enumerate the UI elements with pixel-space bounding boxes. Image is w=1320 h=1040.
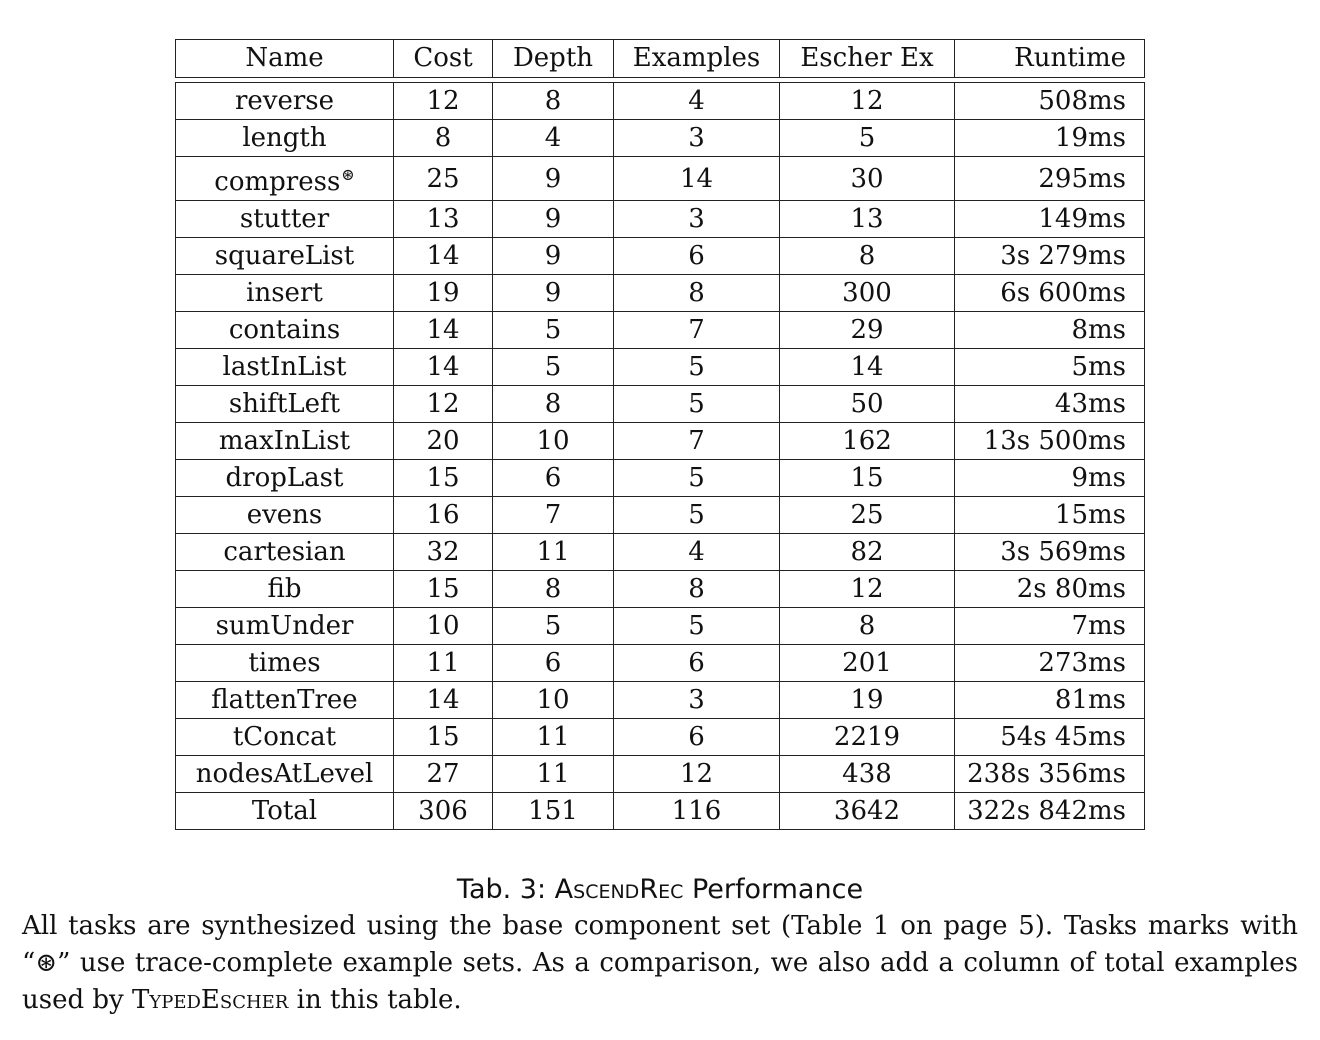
cell-cost-text: 14 (426, 685, 460, 715)
cell-name-text: fib (267, 574, 302, 604)
cell-cost-text: 32 (426, 537, 460, 567)
table-row (176, 275, 1145, 312)
cell-examples (614, 571, 780, 608)
cell-examples-text: 5 (688, 611, 705, 641)
cell-escher-ex-text: 19 (850, 685, 884, 715)
cell-name (176, 312, 394, 349)
cell-cost (394, 793, 493, 830)
cell-runtime-text: 2s 80ms (1016, 574, 1126, 604)
cell-runtime-text: 15ms (1054, 500, 1126, 530)
cell-runtime-text: 9ms (1071, 463, 1126, 493)
cell-cost-text: 20 (426, 426, 460, 456)
table-row (176, 386, 1145, 423)
cell-cost-text: 12 (426, 86, 460, 116)
cell-examples (614, 120, 780, 157)
cell-runtime-text: 13s 500ms (983, 426, 1126, 456)
cell-escher-ex (780, 386, 955, 423)
cell-name (176, 120, 394, 157)
cell-escher-ex (780, 275, 955, 312)
cell-escher-ex (780, 571, 955, 608)
cell-name-text: stutter (239, 204, 330, 234)
cell-escher-ex-text: 29 (850, 315, 884, 345)
cell-escher-ex-text: 12 (850, 574, 884, 604)
cell-cost-text: 8 (434, 123, 452, 153)
cell-runtime (955, 682, 1145, 719)
cell-name-text: dropLast (225, 463, 344, 493)
cell-runtime-text: 54s 45ms (1000, 722, 1126, 752)
caption-label: Tab. 3: (456, 874, 547, 905)
cell-depth-text: 6 (544, 463, 562, 493)
cell-runtime-text: 508ms (1038, 86, 1126, 116)
cell-cost-text: 14 (426, 315, 460, 345)
cell-cost-text: 14 (426, 241, 460, 271)
cell-name-text: compress (214, 167, 341, 197)
header-depth: Depth (493, 40, 614, 78)
cell-depth (493, 157, 614, 201)
cell-name (176, 497, 394, 534)
cell-escher-ex (780, 349, 955, 386)
cell-cost-text: 10 (426, 611, 460, 641)
cell-examples-text: 5 (688, 389, 705, 419)
cell-depth (493, 608, 614, 645)
cell-examples (614, 645, 780, 682)
cell-escher-ex (780, 157, 955, 201)
cell-cost (394, 534, 493, 571)
cell-escher-ex-text: 300 (842, 278, 892, 308)
cell-escher-ex (780, 460, 955, 497)
table-row (176, 756, 1145, 793)
cell-name (176, 645, 394, 682)
cell-cost (394, 423, 493, 460)
cell-runtime (955, 201, 1145, 238)
cell-runtime (955, 793, 1145, 830)
cell-cost-text: 19 (426, 278, 460, 308)
cell-examples-text: 6 (688, 648, 705, 678)
cell-examples (614, 719, 780, 756)
cell-escher-ex-text: 8 (858, 611, 876, 641)
cell-name (176, 386, 394, 423)
cell-runtime (955, 534, 1145, 571)
cell-runtime (955, 157, 1145, 201)
cell-examples-text: 3 (688, 685, 705, 715)
cell-depth-text: 9 (544, 204, 562, 234)
cell-examples-text: 4 (688, 537, 705, 567)
header-runtime: Runtime (955, 40, 1145, 78)
cell-runtime-text: 238s 356ms (967, 759, 1126, 789)
cell-depth-text: 6 (544, 648, 562, 678)
cell-escher-ex (780, 534, 955, 571)
cell-depth-text: 9 (544, 163, 562, 194)
cell-depth (493, 349, 614, 386)
cell-name-text: nodesAtLevel (195, 759, 374, 789)
cell-cost-text: 12 (426, 389, 460, 419)
table-row (176, 349, 1145, 386)
cell-escher-ex-text: 5 (858, 123, 876, 153)
caption-system-name: AscendRec (554, 874, 684, 905)
cell-depth (493, 719, 614, 756)
cell-cost (394, 120, 493, 157)
cell-cost (394, 83, 493, 120)
cell-runtime (955, 275, 1145, 312)
cell-name-text: flattenTree (211, 685, 358, 715)
cell-runtime (955, 645, 1145, 682)
cell-cost (394, 608, 493, 645)
cell-escher-ex (780, 312, 955, 349)
note-text-end: in this table. (288, 985, 462, 1015)
cell-depth (493, 423, 614, 460)
cell-examples-text: 12 (679, 759, 714, 789)
cell-cost-text: 15 (426, 722, 460, 752)
cell-name-text: length (242, 123, 327, 153)
cell-name (176, 201, 394, 238)
cell-escher-ex (780, 238, 955, 275)
cell-depth-text: 8 (544, 574, 562, 604)
cell-runtime (955, 238, 1145, 275)
header-escher-ex: Escher Ex (780, 40, 955, 78)
cell-name (176, 534, 394, 571)
cell-examples (614, 349, 780, 386)
cell-escher-ex (780, 756, 955, 793)
cell-runtime (955, 571, 1145, 608)
cell-name (176, 756, 394, 793)
table-row (176, 83, 1145, 120)
cell-cost (394, 719, 493, 756)
cell-depth-text: 9 (544, 278, 562, 308)
cell-examples (614, 275, 780, 312)
cell-examples (614, 460, 780, 497)
total-row (176, 793, 1145, 830)
cell-examples-text: 14 (679, 163, 714, 194)
cell-examples-text: 6 (688, 722, 705, 752)
cell-name (176, 275, 394, 312)
cell-runtime (955, 756, 1145, 793)
table-row (176, 120, 1145, 157)
cell-depth (493, 793, 614, 830)
cell-escher-ex-text: 50 (850, 389, 884, 419)
cell-runtime-text: 322s 842ms (967, 796, 1126, 826)
cell-escher-ex (780, 645, 955, 682)
trace-complete-mark: ⊛ (341, 165, 355, 184)
cell-escher-ex (780, 608, 955, 645)
cell-cost (394, 157, 493, 201)
cell-name-text: reverse (234, 86, 335, 116)
cell-escher-ex-text: 82 (850, 537, 884, 567)
cell-runtime (955, 423, 1145, 460)
cell-examples-text: 116 (671, 796, 722, 826)
cell-name-text: evens (246, 500, 323, 530)
cell-examples-text: 7 (688, 315, 705, 345)
cell-examples (614, 497, 780, 534)
cell-cost (394, 238, 493, 275)
cell-examples-text: 6 (688, 241, 705, 271)
cell-escher-ex (780, 497, 955, 534)
cell-escher-ex-text: 8 (858, 241, 876, 271)
cell-name-text: squareList (214, 241, 355, 271)
table-caption (0, 870, 1320, 910)
table-row (176, 571, 1145, 608)
table-row (176, 719, 1145, 756)
cell-runtime (955, 386, 1145, 423)
cell-examples-text: 8 (688, 574, 705, 604)
table-row (176, 157, 1145, 201)
table-row (176, 312, 1145, 349)
cell-cost (394, 497, 493, 534)
cell-name (176, 157, 394, 201)
cell-runtime (955, 349, 1145, 386)
cell-examples (614, 682, 780, 719)
cell-name (176, 460, 394, 497)
cell-depth-text: 11 (536, 759, 570, 789)
table-row (176, 238, 1145, 275)
cell-escher-ex-text: 201 (842, 648, 892, 678)
cell-runtime-text: 295ms (1038, 163, 1126, 194)
cell-escher-ex-text: 30 (850, 163, 884, 194)
cell-depth (493, 460, 614, 497)
cell-depth-text: 4 (544, 123, 562, 153)
cell-cost (394, 571, 493, 608)
cell-runtime-text: 19ms (1054, 123, 1126, 153)
cell-runtime-text: 81ms (1054, 685, 1126, 715)
cell-runtime-text: 3s 569ms (1000, 537, 1126, 567)
cell-cost (394, 460, 493, 497)
cell-cost-text: 15 (426, 463, 460, 493)
cell-depth-text: 5 (544, 315, 562, 345)
cell-depth (493, 386, 614, 423)
cell-name (176, 238, 394, 275)
note-text-start: All tasks are synthesized using the base component set (Table 1 on page 5). Tasks marks with “⊛” use trace-complete example sets. As a comparison, we also add a column of total examples used by (22, 911, 1298, 1015)
cell-name (176, 608, 394, 645)
cell-name (176, 682, 394, 719)
cell-examples-text: 3 (688, 123, 705, 153)
cell-escher-ex-text: 438 (842, 759, 892, 789)
cell-name-text: times (248, 648, 321, 678)
cell-name-text: lastInList (222, 352, 347, 382)
cell-escher-ex-text: 2219 (833, 722, 901, 752)
cell-runtime (955, 83, 1145, 120)
cell-cost (394, 312, 493, 349)
cell-escher-ex-text: 162 (842, 426, 892, 456)
cell-runtime (955, 608, 1145, 645)
table-row (176, 534, 1145, 571)
header-row (176, 40, 1145, 78)
note-system-name: TypedEscher (131, 985, 289, 1015)
cell-examples (614, 793, 780, 830)
cell-depth-text: 10 (536, 685, 570, 715)
performance-table (175, 39, 1145, 830)
cell-name-text: shiftLeft (228, 389, 341, 419)
cell-escher-ex-text: 15 (850, 463, 884, 493)
cell-depth (493, 645, 614, 682)
table-row (176, 645, 1145, 682)
cell-escher-ex (780, 682, 955, 719)
cell-depth (493, 83, 614, 120)
cell-runtime (955, 497, 1145, 534)
cell-escher-ex-text: 25 (850, 500, 884, 530)
cell-depth (493, 201, 614, 238)
cell-escher-ex-text: 12 (850, 86, 884, 116)
cell-examples-text: 7 (688, 426, 705, 456)
cell-name-text: tConcat (232, 722, 337, 752)
cell-runtime (955, 719, 1145, 756)
cell-examples (614, 83, 780, 120)
cell-examples-text: 8 (688, 278, 705, 308)
cell-depth-text: 7 (544, 500, 562, 530)
cell-runtime-text: 273ms (1038, 648, 1126, 678)
table-row (176, 423, 1145, 460)
cell-depth (493, 534, 614, 571)
cell-depth-text: 151 (528, 796, 578, 826)
cell-name-text: Total (251, 796, 318, 826)
cell-cost-text: 11 (426, 648, 460, 678)
cell-depth-text: 8 (544, 389, 562, 419)
cell-cost-text: 27 (426, 759, 460, 789)
cell-runtime-text: 3s 279ms (1000, 241, 1126, 271)
cell-depth-text: 9 (544, 241, 562, 271)
cell-escher-ex-text: 13 (850, 204, 884, 234)
cell-name (176, 349, 394, 386)
cell-escher-ex (780, 793, 955, 830)
cell-cost-text: 25 (426, 163, 460, 194)
cell-name (176, 793, 394, 830)
cell-examples-text: 5 (688, 500, 705, 530)
cell-depth (493, 756, 614, 793)
cell-runtime-text: 7ms (1071, 611, 1126, 641)
cell-cost-text: 16 (426, 500, 460, 530)
cell-cost (394, 682, 493, 719)
cell-depth-text: 5 (544, 611, 562, 641)
cell-runtime (955, 312, 1145, 349)
cell-name-text: cartesian (223, 537, 346, 567)
table-row (176, 497, 1145, 534)
table-body (176, 83, 1145, 830)
cell-depth (493, 238, 614, 275)
cell-depth (493, 275, 614, 312)
cell-depth-text: 10 (536, 426, 570, 456)
cell-examples-text: 5 (688, 463, 705, 493)
performance-table-container (175, 39, 1144, 830)
header-name: Name (176, 40, 394, 78)
cell-depth-text: 5 (544, 352, 562, 382)
cell-cost-text: 15 (426, 574, 460, 604)
cell-examples-text: 5 (688, 352, 705, 382)
cell-examples (614, 534, 780, 571)
cell-runtime (955, 460, 1145, 497)
cell-examples (614, 238, 780, 275)
cell-escher-ex-text: 3642 (833, 796, 901, 826)
cell-cost-text: 13 (426, 204, 460, 234)
cell-depth (493, 571, 614, 608)
cell-cost (394, 756, 493, 793)
cell-examples (614, 201, 780, 238)
cell-examples-text: 4 (688, 86, 705, 116)
header-cost: Cost (394, 40, 493, 78)
cell-depth-text: 11 (536, 722, 570, 752)
cell-name (176, 571, 394, 608)
cell-runtime-text: 43ms (1054, 389, 1126, 419)
cell-cost-text: 14 (426, 352, 460, 382)
cell-escher-ex (780, 83, 955, 120)
cell-cost (394, 275, 493, 312)
cell-examples (614, 756, 780, 793)
cell-escher-ex (780, 719, 955, 756)
cell-name (176, 423, 394, 460)
table-row (176, 682, 1145, 719)
cell-examples-text: 3 (688, 204, 705, 234)
cell-runtime-text: 149ms (1038, 204, 1126, 234)
table-row (176, 460, 1145, 497)
cell-runtime-text: 5ms (1071, 352, 1126, 382)
cell-examples (614, 608, 780, 645)
cell-cost (394, 386, 493, 423)
cell-name (176, 719, 394, 756)
cell-depth-text: 8 (544, 86, 562, 116)
cell-runtime-text: 8ms (1071, 315, 1126, 345)
cell-depth (493, 682, 614, 719)
cell-name (176, 83, 394, 120)
cell-examples (614, 157, 780, 201)
caption-note (22, 908, 1298, 1019)
cell-escher-ex (780, 201, 955, 238)
table-row (176, 608, 1145, 645)
cell-examples (614, 423, 780, 460)
cell-cost (394, 349, 493, 386)
cell-examples (614, 312, 780, 349)
cell-depth (493, 497, 614, 534)
caption-title: Performance (691, 874, 864, 905)
cell-name-text: contains (228, 315, 341, 345)
cell-depth (493, 120, 614, 157)
cell-cost-text: 306 (418, 796, 468, 826)
cell-escher-ex (780, 120, 955, 157)
cell-examples (614, 386, 780, 423)
cell-escher-ex-text: 14 (850, 352, 884, 382)
table-row (176, 201, 1145, 238)
cell-cost (394, 645, 493, 682)
cell-depth-text: 11 (536, 537, 570, 567)
cell-name-text: sumUnder (215, 611, 354, 641)
cell-runtime-text: 6s 600ms (1000, 278, 1126, 308)
cell-name-text: insert (246, 278, 323, 308)
cell-name-text: maxInList (218, 426, 351, 456)
cell-runtime (955, 120, 1145, 157)
header-examples: Examples (614, 40, 780, 78)
cell-cost (394, 201, 493, 238)
cell-escher-ex (780, 423, 955, 460)
cell-depth (493, 312, 614, 349)
